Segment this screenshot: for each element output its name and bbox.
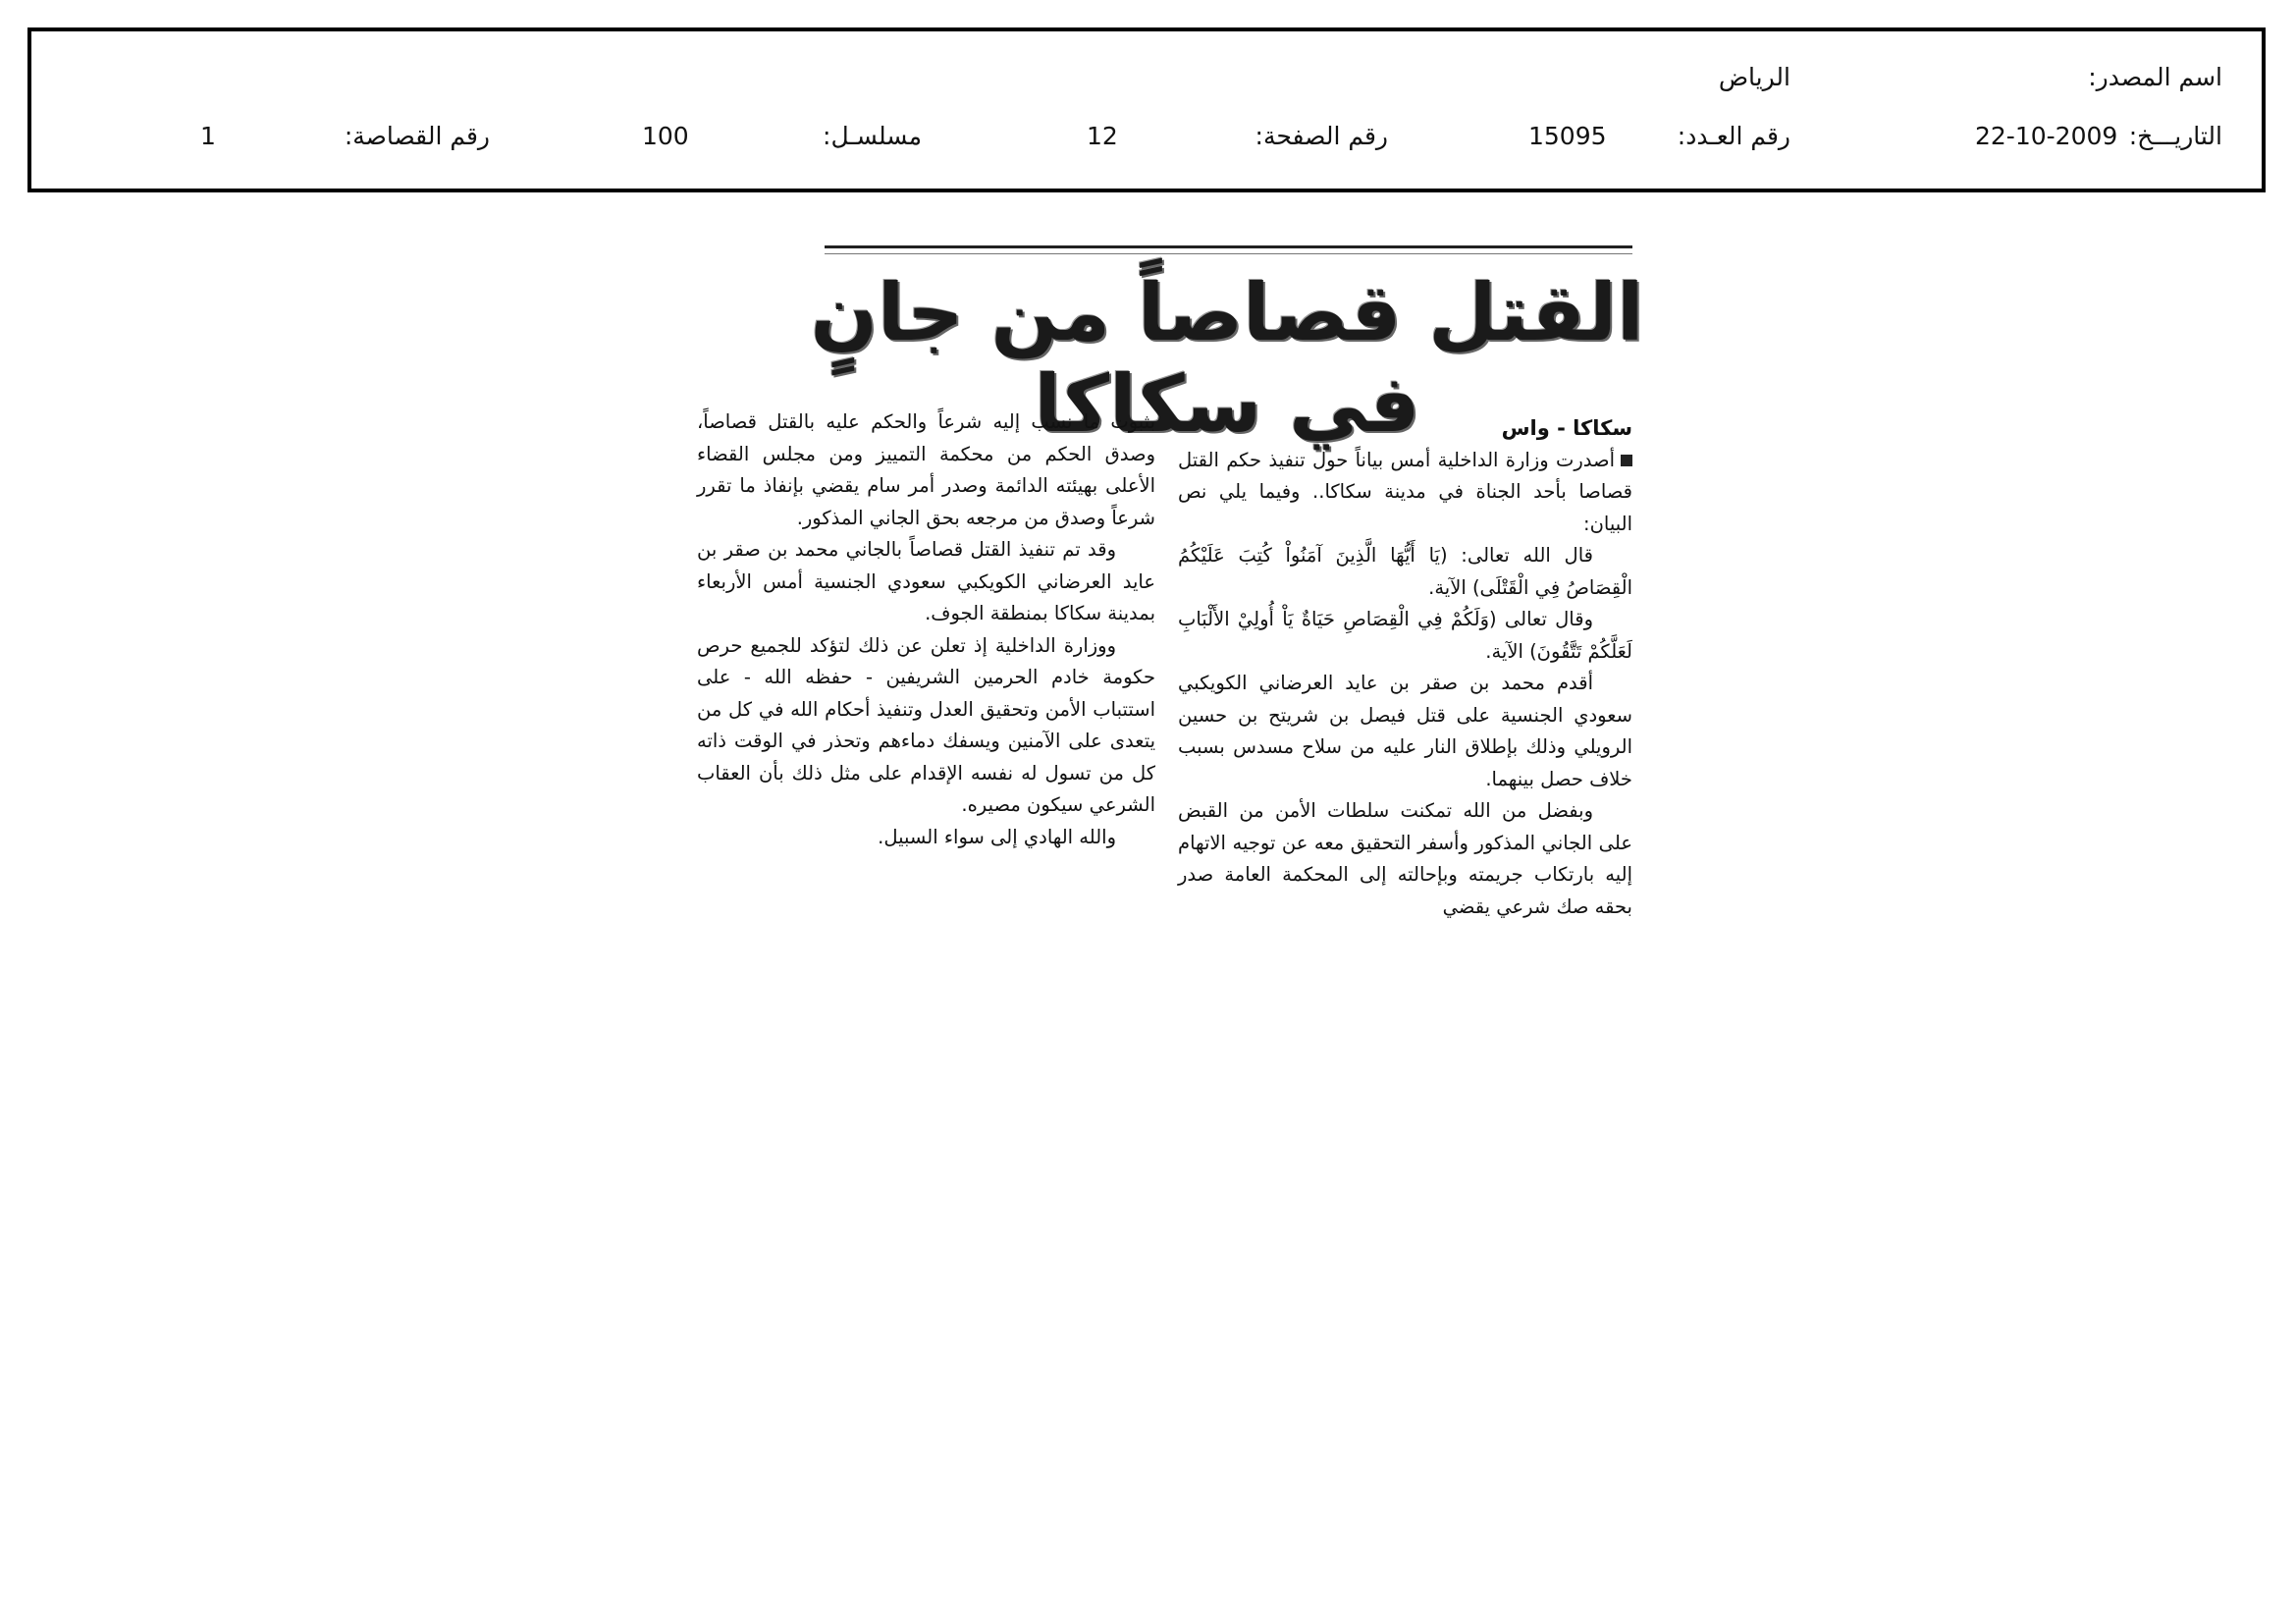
headline-rule xyxy=(825,245,1632,248)
issue-value: 15095 xyxy=(1528,122,1607,150)
article-closing: والله الهادي إلى سواء السبيل. xyxy=(878,825,1116,848)
article-paragraph: بثبوت ما نسب إليه شرعاً والحكم عليه بالقتل قصاصاً، وصدق الحكم من محكمة التمييز ومن مجلس القضاء الأعلى بهيئته الدائمة وصدر أمر سام يقضي بإنفاذ ما تقرر شرعاً وصدق من مرجعه بحق الجاني المذكور. xyxy=(697,410,1155,529)
headline-rule-thin xyxy=(825,253,1632,254)
article-column-left xyxy=(697,406,1155,853)
article-paragraph: أصدرت وزارة الداخلية أمس بياناً حول تنفيذ حكم القتل قصاصا بأحد الجناة في مدينة سكاكا.. وفيما يلي نص البيان: xyxy=(1178,448,1632,535)
article-paragraph: وقد تم تنفيذ القتل قصاصاً بالجاني محمد بن صقر بن عايد العرضاني الكويكبي سعودي الجنسية أمس الأربعاء بمدينة سكاكا بمنطقة الجوف. xyxy=(697,538,1155,624)
source-label: اسم المصدر: xyxy=(2088,63,2222,91)
date-label: التاريـــخ: xyxy=(2128,122,2222,150)
serial-value: 100 xyxy=(642,122,689,150)
article-headline: القتل قصاصاً من جانٍ في سكاكا xyxy=(810,267,1644,450)
article-dateline: سكاكا - واس xyxy=(1501,416,1632,440)
clip-number-value: 1 xyxy=(200,122,216,150)
page-value: 12 xyxy=(1087,122,1118,150)
clipping-metadata-box xyxy=(27,27,2266,192)
paragraph-marker-icon xyxy=(1621,455,1632,466)
article-column-right xyxy=(1178,412,1632,923)
page-label: رقم الصفحة: xyxy=(1255,122,1388,150)
date-value: 22-10-2009 xyxy=(1975,122,2118,150)
article-paragraph: وبفضل من الله تمكنت سلطات الأمن من القبض على الجاني المذكور وأسفر التحقيق معه عن توجيه الاتهام إليه بارتكاب جريمته وبإحالته إلى المحكمة العامة صدر بحقه صك شرعي يقضي xyxy=(1178,799,1632,918)
serial-label: مسلسـل: xyxy=(823,122,922,150)
article-paragraph: أقدم محمد بن صقر بن عايد العرضاني الكويكبي سعودي الجنسية على قتل فيصل بن شريتح بن حسين الرويلي وذلك بإطلاق النار عليه من سلاح مسدس بسبب خلاف حصل بينهما. xyxy=(1178,672,1632,790)
article-paragraph: ووزارة الداخلية إذ تعلن عن ذلك لتؤكد للجميع حرص حكومة خادم الحرمين الشريفين - حفظه الله - على استتباب الأمن وتحقيق العدل وتنفيذ أحكام الله في كل من يتعدى على الآمنين ويسفك دماءهم وتحذر في الوقت ذاته كل من تسول له نفسه الإقدام على مثل ذلك بأن العقاب الشرعي سيكون مصيره. xyxy=(697,633,1155,816)
article-paragraph: وقال تعالى (وَلَكُمْ فِي الْقِصَاصِ حَيَاةٌ يَاْ أُولِيْ الأَلْبَابِ لَعَلَّكُمْ تَتَّقُونَ) الآية. xyxy=(1178,608,1632,663)
source-value: الرياض xyxy=(1718,63,1790,91)
issue-label: رقم العـدد: xyxy=(1677,122,1790,150)
article-paragraph: قال الله تعالى: (يَا أَيُّهَا الَّذِينَ آمَنُواْ كُتِبَ عَلَيْكُمُ الْقِصَاصُ فِي الْقَتْلَى) الآية. xyxy=(1178,544,1632,599)
clip-number-label: رقم القصاصة: xyxy=(344,122,490,150)
